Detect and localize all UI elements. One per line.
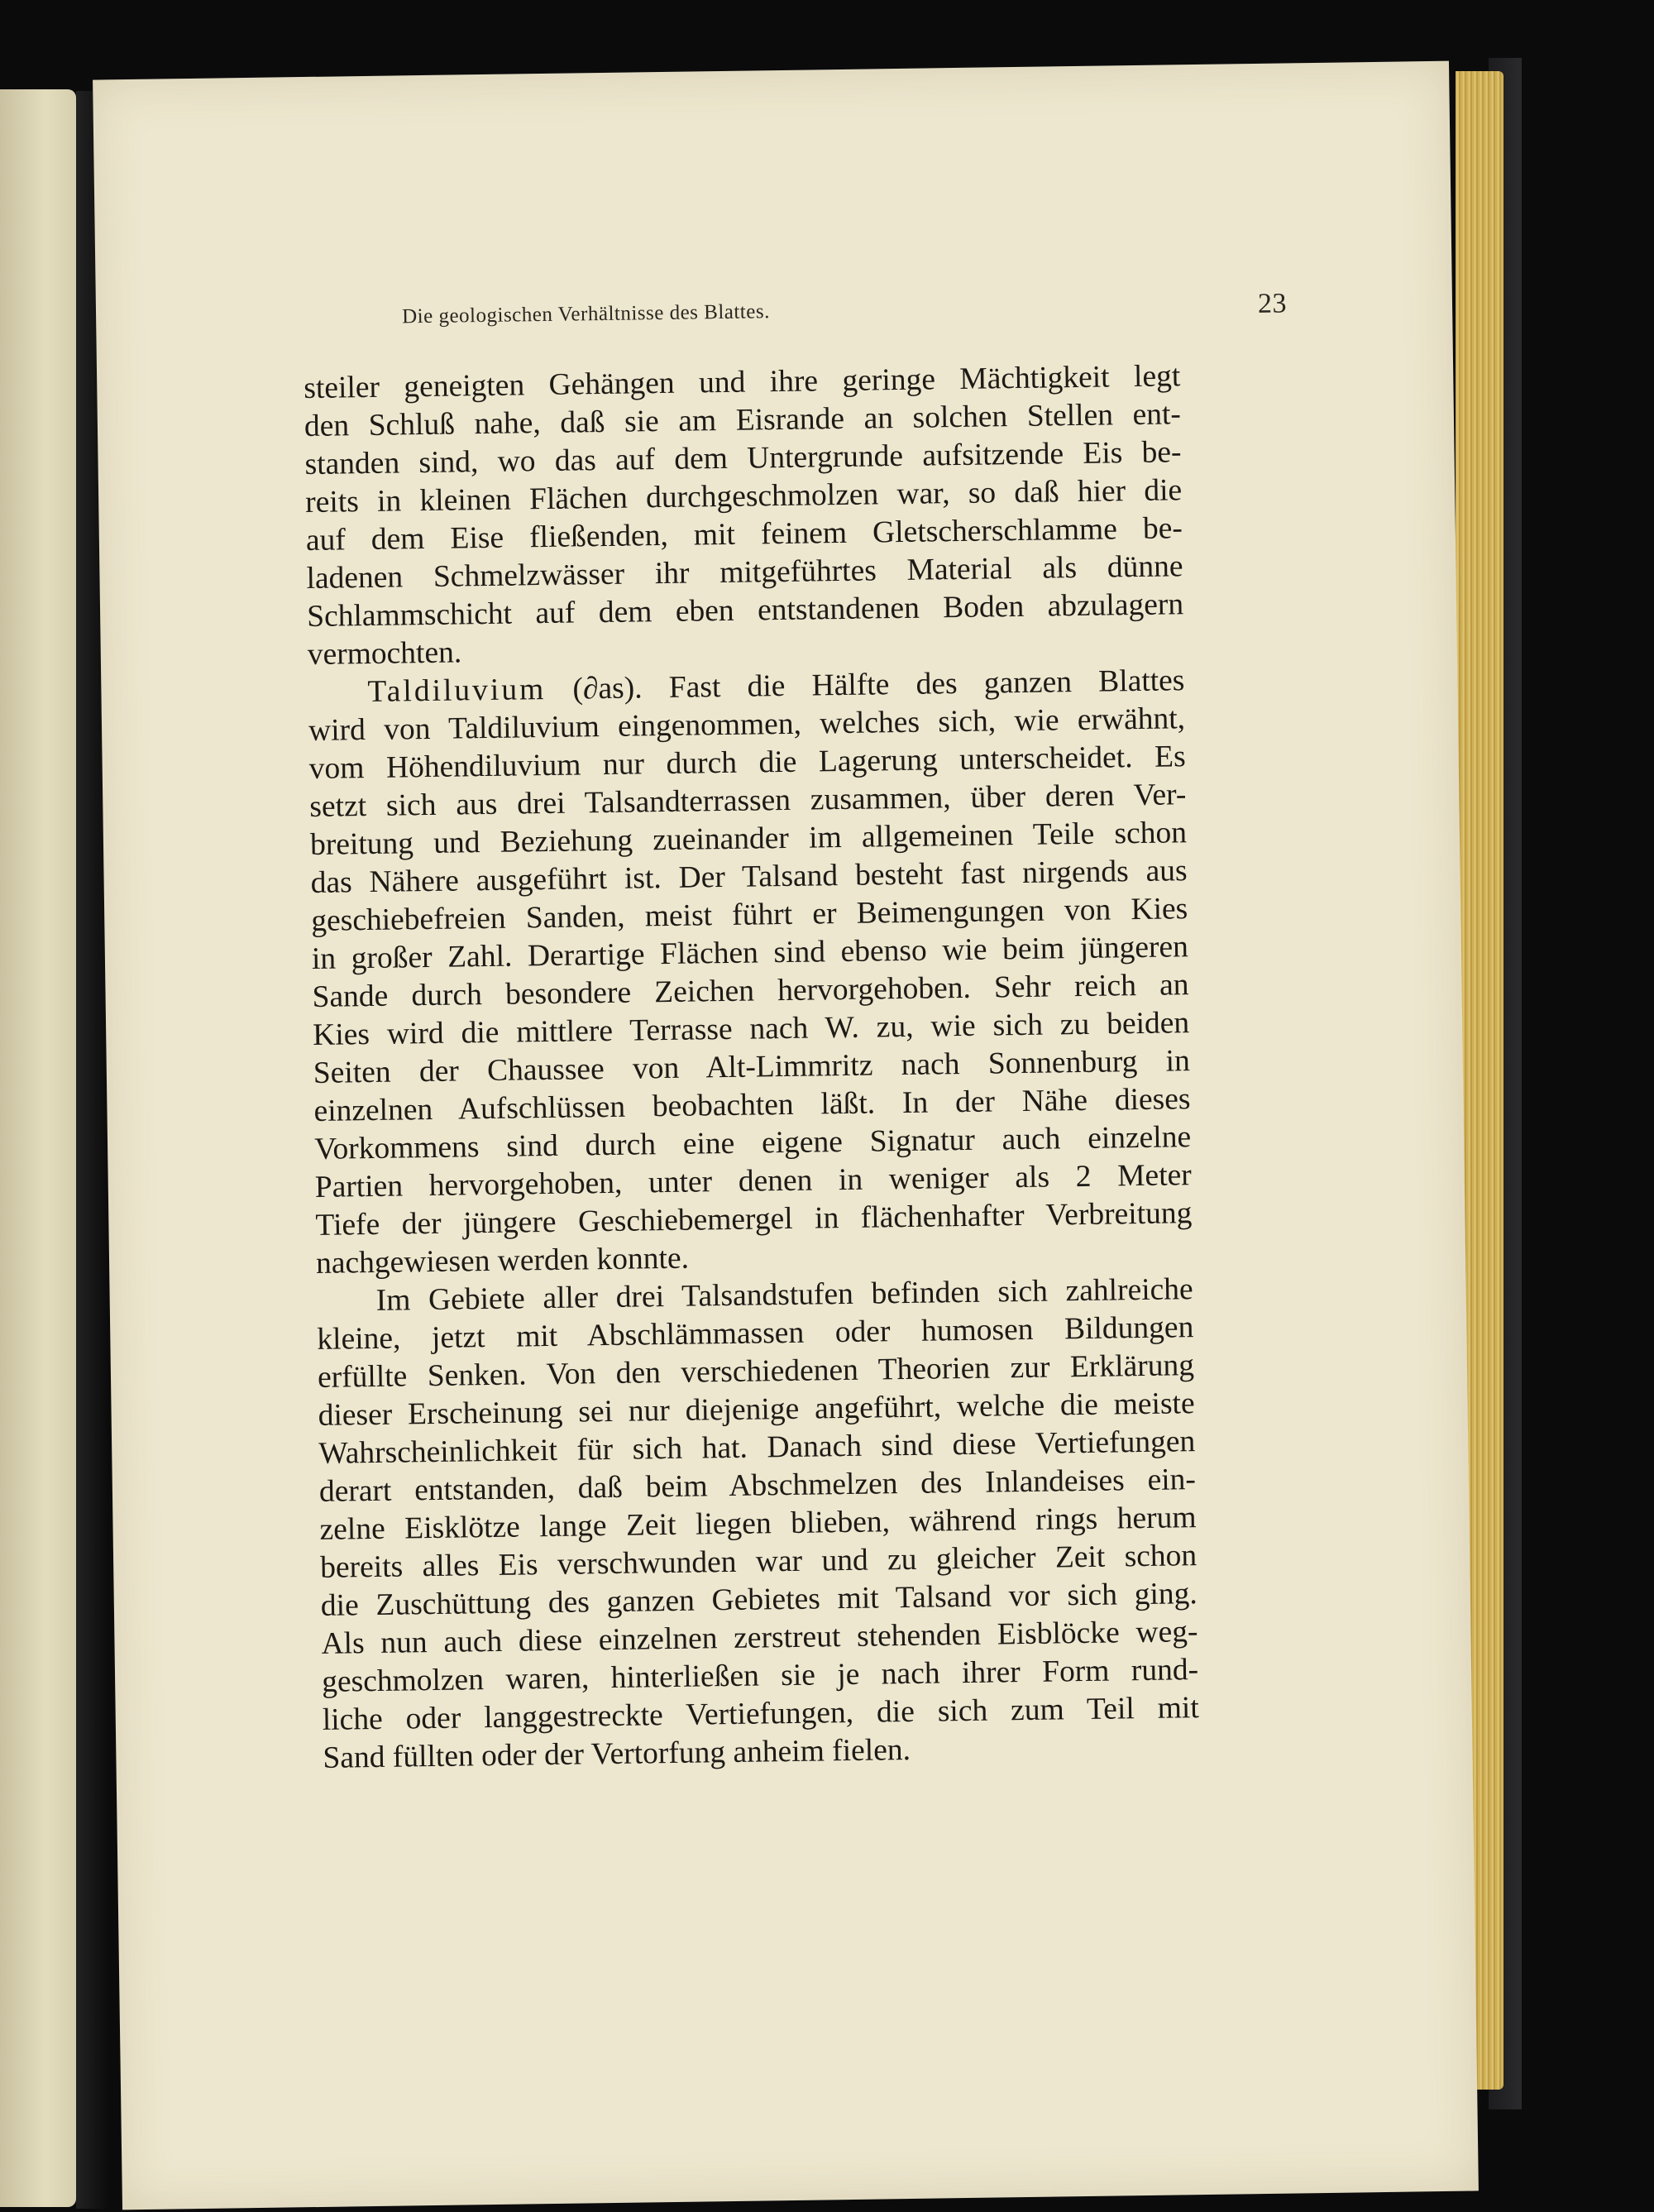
paragraph-2: [308, 662, 1193, 1283]
text-line: Sande durch besondere Zeichen hervorgehoben. Sehr reich an: [312, 968, 1189, 1014]
text-line: Vorkommens sind durch eine eigene Signatur auch einzelne: [313, 1120, 1192, 1166]
text-line: zelne Eisklötze lange Zeit liegen blieben, während rings herum: [319, 1501, 1197, 1547]
text-line: kleine, jetzt mit Abschlämmassen oder humosen Bildungen: [317, 1310, 1194, 1357]
section-symbol: (∂as).: [572, 671, 643, 706]
text-line: Seiten der Chaussee von Alt-Limmritz nach Sonnenburg in: [313, 1044, 1191, 1090]
book-page: [93, 61, 1479, 2210]
text-line: Schlammschicht auf dem eben entstandenen Boden abzulagern: [306, 587, 1184, 634]
text-line: vermochten.: [307, 635, 462, 673]
text-line: einzelnen Aufschlüssen beobachten läßt. In der Nähe dieses: [313, 1082, 1191, 1128]
paragraph-1: [304, 357, 1184, 674]
text-line: derart entstanden, daß beim Abschmelzen des Inlandeises ein-: [318, 1463, 1197, 1509]
text-line: geschiebefreien Sanden, meist führt er Beimengungen von Kies: [311, 892, 1188, 938]
running-head: [401, 288, 1295, 328]
text-line: in großer Zahl. Derartige Flächen sind ebenso wie beim jüngeren: [311, 930, 1189, 976]
text-line: auf dem Eise fließenden, mit feinem Gletscherschlamme be-: [305, 511, 1183, 558]
text-line: Als nun auch diese einzelnen zerstreut stehenden Eisblöcke weg-: [321, 1615, 1198, 1661]
text-line: reits in kleinen Flächen durchgeschmolzen war, so daß hier die: [304, 473, 1183, 520]
running-head-title: Die geologischen Verhältnisse des Blattes.: [401, 300, 771, 328]
text-line: die Zuschüttung des ganzen Gebietes mit Talsand vor sich ging.: [320, 1577, 1198, 1623]
text-line: setzt sich aus drei Talsandterrassen zusammen, über deren Ver-: [309, 778, 1187, 824]
text-line: vom Höhendiluvium nur durch die Lagerung unterscheidet. Es: [308, 740, 1186, 787]
text-line: nachgewiesen werden konnte.: [315, 1241, 690, 1281]
text-line: geschmolzen waren, hinterließen sie je nach ihrer Form rund-: [321, 1653, 1199, 1699]
text-line: erfüllte Senken. Von den verschiedenen Theorien zur Erklärung: [317, 1348, 1195, 1395]
text-line: Kies wird die mittlere Terrasse nach W. zu, wie sich zu beiden: [312, 1006, 1190, 1052]
text-line: standen sind, wo das auf dem Untergrunde aufsitzende Eis be-: [304, 435, 1182, 482]
text-line: ladenen Schmelzwässer ihr mitgeführtes Material als dünne: [306, 549, 1183, 596]
text-line: Partien hervorgehoben, unter denen in weniger als 2 Meter: [314, 1158, 1193, 1204]
body-text: [304, 357, 1200, 1778]
text-fragment: Fast die Hälfte des ganzen Blattes: [668, 663, 1185, 705]
text-line: steiler geneigten Gehängen und ihre geringe Mächtigkeit legt: [304, 359, 1181, 406]
text-line: breitung und Beziehung zueinander im allgemeinen Teile schon: [309, 816, 1188, 862]
text-line: Wahrscheinlichkeit für sich hat. Danach sind diese Vertiefungen: [318, 1424, 1196, 1471]
facing-page-edge: [0, 89, 76, 2207]
section-term: Taldiluvium: [367, 672, 547, 710]
text-line: wird von Taldiluvium eingenommen, welches sich, wie erwähnt,: [308, 701, 1186, 749]
paragraph-3: [316, 1271, 1199, 1778]
text-line: dieser Erscheinung sei nur diejenige angeführt, welche die meiste: [318, 1386, 1195, 1433]
text-line: das Nähere ausgeführt ist. Der Talsand besteht fast nirgends aus: [310, 854, 1188, 900]
page-number: 23: [1257, 288, 1288, 319]
text-line: den Schluß nahe, daß sie am Eisrande an solchen Stellen ent-: [304, 397, 1182, 444]
text-line: liche oder langgestreckte Vertiefungen, die sich zum Teil mit: [322, 1691, 1199, 1737]
text-line: Sand füllten oder der Vertorfung anheim fielen.: [323, 1732, 911, 1775]
text-line: bereits alles Eis verschwunden war und zu gleicher Zeit schon: [319, 1539, 1197, 1585]
text-line: Im Gebiete aller drei Talsandstufen befinden sich zahlreiche: [375, 1272, 1193, 1318]
text-line: Tiefe der jüngere Geschiebemergel in flächenhafter Verbreitung: [315, 1196, 1193, 1242]
